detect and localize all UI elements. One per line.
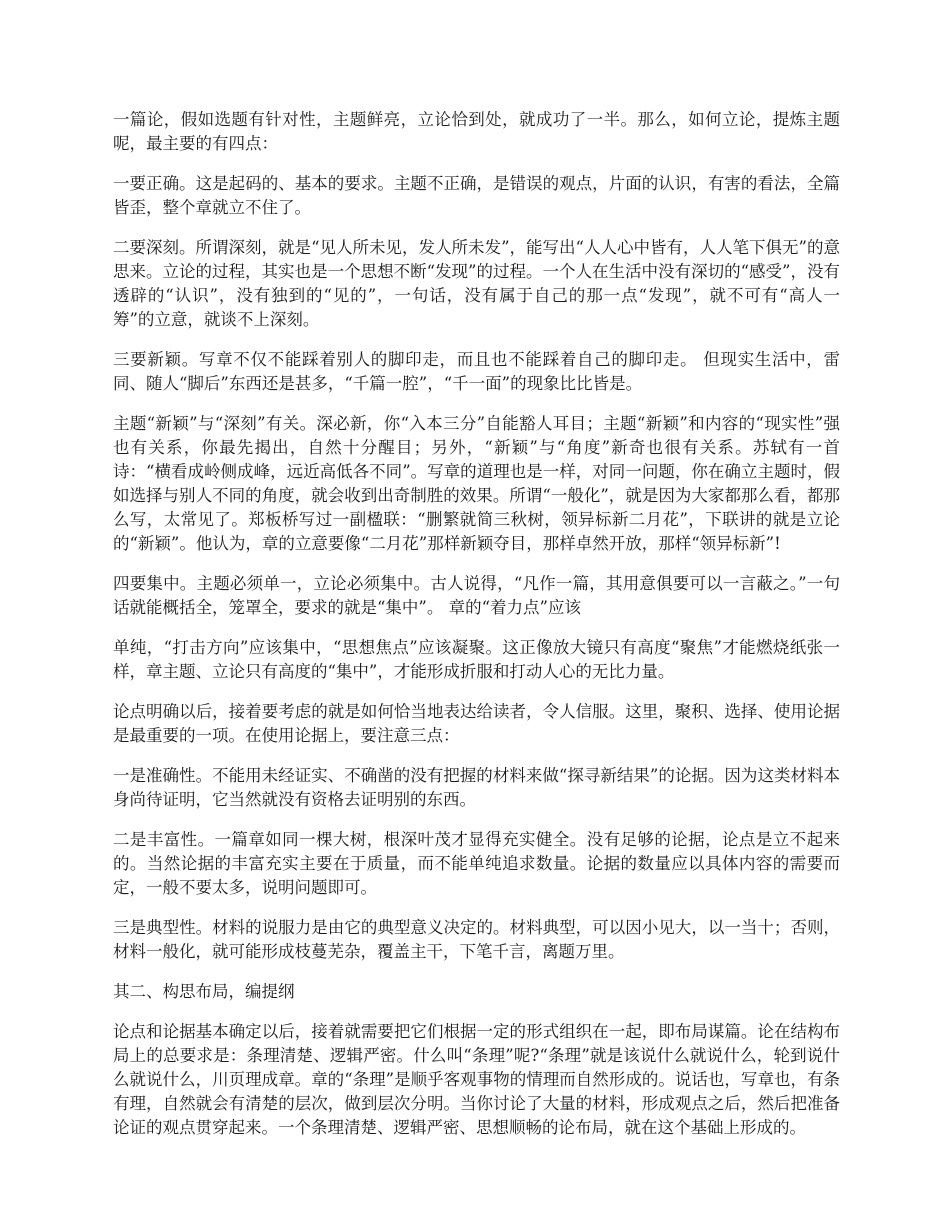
paragraph-point-profound: 二要深刻。所谓深刻，就是“见人所未见，发人所未发”，能写出“人人心中皆有，人人笔下俱无”的意思来。立论的过程，其实也是一个思想不断“发现”的过程。一个人在生活中没有深切的“感受”，没有透辟的“认识”，没有独到的“见的”，一句话，没有属于自己的那一点“发现”，就不可有“高人一筹”的立意，就谈不上深刻。 <box>113 238 840 329</box>
paragraph-intro: 一篇论，假如选题有针对性，主题鲜亮，立论恰到处，就成功了一半。那么，如何立论，提炼主题呢，最主要的有四点： <box>113 110 840 153</box>
paragraph-focused-continued: 单纯，“打击方向”应该集中，“思想焦点”应该凝聚。这正像放大镜只有高度“聚焦”才能燃烧纸张一样，章主题、立论只有高度的“集中”，才能形成折服和打动人心的无比力量。 <box>113 638 840 681</box>
paragraph-point-novel: 三要新颖。写章不仅不能踩着别人的脚印走，而且也不能踩着自己的脚印走。 但现实生活中，雷同、随人“脚后”东西还是甚多，“千篇一腔”，“千一面”的现象比比皆是。 <box>113 350 840 393</box>
paragraph-evidence-intro: 论点明确以后，接着要考虑的就是如何恰当地表达给读者，令人信服。这里，聚积、选择、使用论据是最重要的一项。在使用论据上，要注意三点： <box>113 702 840 745</box>
section-heading-structure: 其二、构思布局，编提纲 <box>113 982 295 1001</box>
paragraph-evidence-richness: 二是丰富性。一篇章如同一棵大树，根深叶茂才显得充实健全。没有足够的论据，论点是立不起来的。当然论据的丰富充实主要在于质量，而不能单纯追求数量。论据的数量应以具体内容的需要而定，一般不要太多，说明问题即可。 <box>113 830 840 897</box>
paragraph-structure: 论点和论据基本确定以后，接着就需要把它们根据一定的形式组织在一起，即布局谋篇。论在结构布局上的总要求是：条理清楚、逻辑严密。什么叫“条理”呢?“条理”就是该说什么就说什么，轮到说什么就说什么，川页理成章。章的“条理”是顺乎客观事物的情理而自然形成的。说话也，写章也，有条有理，自然就会有清楚的层次，做到层次分明。当你讨论了大量的材料，形成观点之后，然后把准备论证的观点贯穿起来。一个条理清楚、逻辑严密、思想顺畅的论布局，就在这个基础上形成的。 <box>113 1022 840 1137</box>
paragraph-point-correct: 一要正确。这是起码的、基本的要求。主题不正确，是错误的观点，片面的认识，有害的看法，全篇皆歪，整个章就立不住了。 <box>113 174 840 217</box>
paragraph-point-focused: 四要集中。主题必须单一，立论必须集中。古人说得，“凡作一篇，其用意俱要可以一言蔽之。”一句话就能概括全，笼罩全，要求的就是“集中”。 章的“着力点”应该 <box>113 574 840 617</box>
document-body <box>113 108 840 1156</box>
paragraph-evidence-typicality: 三是典型性。材料的说服力是由它的典型意义决定的。材料典型，可以因小见大，以一当十；否则，材料一般化，就可能形成枝蔓芜杂，覆盖主干，下笔千言，离题万里。 <box>113 918 840 961</box>
paragraph-evidence-accuracy: 一是准确性。不能用未经证实、不确凿的没有把握的材料来做“探寻新结果”的论据。因为这类材料本身尚待证明，它当然就没有资格去证明别的东西。 <box>113 766 840 809</box>
paragraph-novel-detail: 主题“新颖”与“深刻”有关。深必新，你“入本三分”自能豁人耳目；主题“新颖”和内容的“现实性”强也有关系，你最先揭出，自然十分醒目；另外，“新颖”与“角度”新奇也很有关系。苏轼有一首诗：“横看成岭侧成峰，远近高低各不同”。写章的道理也是一样，对同一问题，你在确立主题时，假如选择与别人不同的角度，就会收到出奇制胜的效果。所谓“一般化”，就是因为大家都那么看，都那么写，太常见了。郑板桥写过一副楹联：“删繁就简三秋树，领异标新二月花”，下联讲的就是立论的“新颖”。他认为，章的立意要像“二月花”那样新颖夺目，那样卓然开放，那样“领异标新”! <box>113 414 840 553</box>
